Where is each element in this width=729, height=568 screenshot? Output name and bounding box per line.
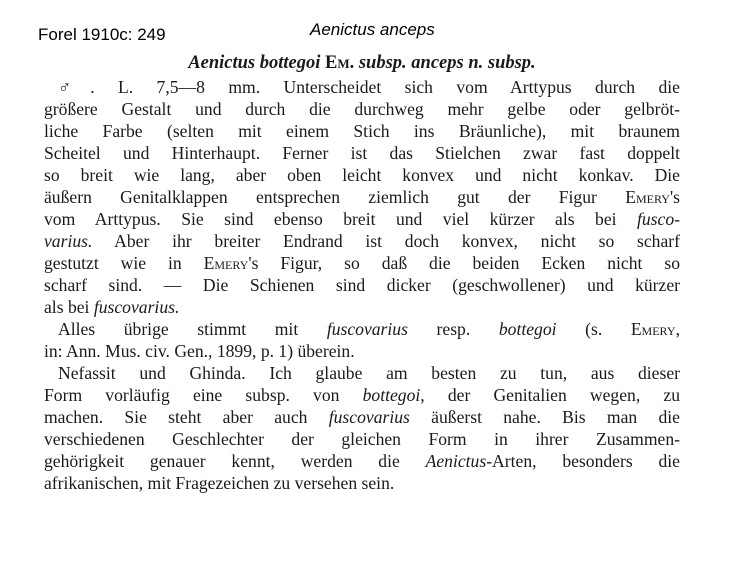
- header-species: Aenictus anceps: [310, 20, 435, 39]
- paragraph-description: [44, 76, 680, 318]
- text-line: Scheitel und Hinterhaupt. Ferner ist das Stielchen zwar fast doppelt: [44, 143, 680, 163]
- title-author: Em.: [325, 53, 355, 73]
- text-line: vom Arttypus. Sie sind ebenso breit und viel kürzer als bei fusco-: [44, 209, 680, 229]
- text-line: größere Gestalt und durch die durchweg mehr gelbe oder gelbröt-: [44, 99, 680, 119]
- document-page: [44, 52, 680, 494]
- header-reference: Forel 1910c: 249: [38, 25, 166, 44]
- text-line: ♂. L. 7,5—8 mm. Unterscheidet sich vom Arttypus durch die: [58, 77, 680, 97]
- text-line: gehörigkeit genauer kennt, werden die Aenictus-Arten, besonders die: [44, 451, 680, 471]
- title-genus-species: Aenictus bottegoi: [188, 53, 321, 73]
- text-line: als bei fuscovarius.: [44, 297, 180, 317]
- text-line: machen. Sie steht aber auch fuscovarius äußerst nahe. Bis man die: [44, 407, 680, 427]
- text-line: so breit wie lang, aber oben leicht konvex und nicht konkav. Die: [44, 165, 680, 185]
- title-subspecies: subsp. anceps n. subsp.: [358, 53, 536, 73]
- taxon-title: [44, 52, 680, 74]
- text-line: in: Ann. Mus. civ. Gen., 1899, p. 1) überein.: [44, 341, 355, 361]
- text-line: afrikanischen, mit Fragezeichen zu versehen sein.: [44, 473, 395, 493]
- text-line: scharf sind. — Die Schienen sind dicker (geschwollener) und kürzer: [44, 275, 680, 295]
- text-line: äußern Genitalklappen entsprechen ziemlich gut der Figur Emery's: [44, 187, 680, 207]
- text-line: Alles übrige stimmt mit fuscovarius resp. bottegoi (s. Emery,: [58, 319, 680, 339]
- text-line: liche Farbe (selten mit einem Stich ins Bräunliche), mit braunem: [44, 121, 680, 141]
- text-line: Form vorläufig eine subsp. von bottegoi, der Genitalien wegen, zu: [44, 385, 680, 405]
- text-line: varius. Aber ihr breiter Endrand ist doch konvex, nicht so scharf: [44, 231, 680, 251]
- text-line: verschiedenen Geschlechter der gleichen Form in ihrer Zusammen-: [44, 429, 680, 449]
- paragraph-comparison: [44, 318, 680, 362]
- paragraph-locality: [44, 362, 680, 494]
- text-line: gestutzt wie in Emery's Figur, so daß die beiden Ecken nicht so: [44, 253, 680, 273]
- text-line: Nefassit und Ghinda. Ich glaube am besten zu tun, aus dieser: [58, 363, 680, 383]
